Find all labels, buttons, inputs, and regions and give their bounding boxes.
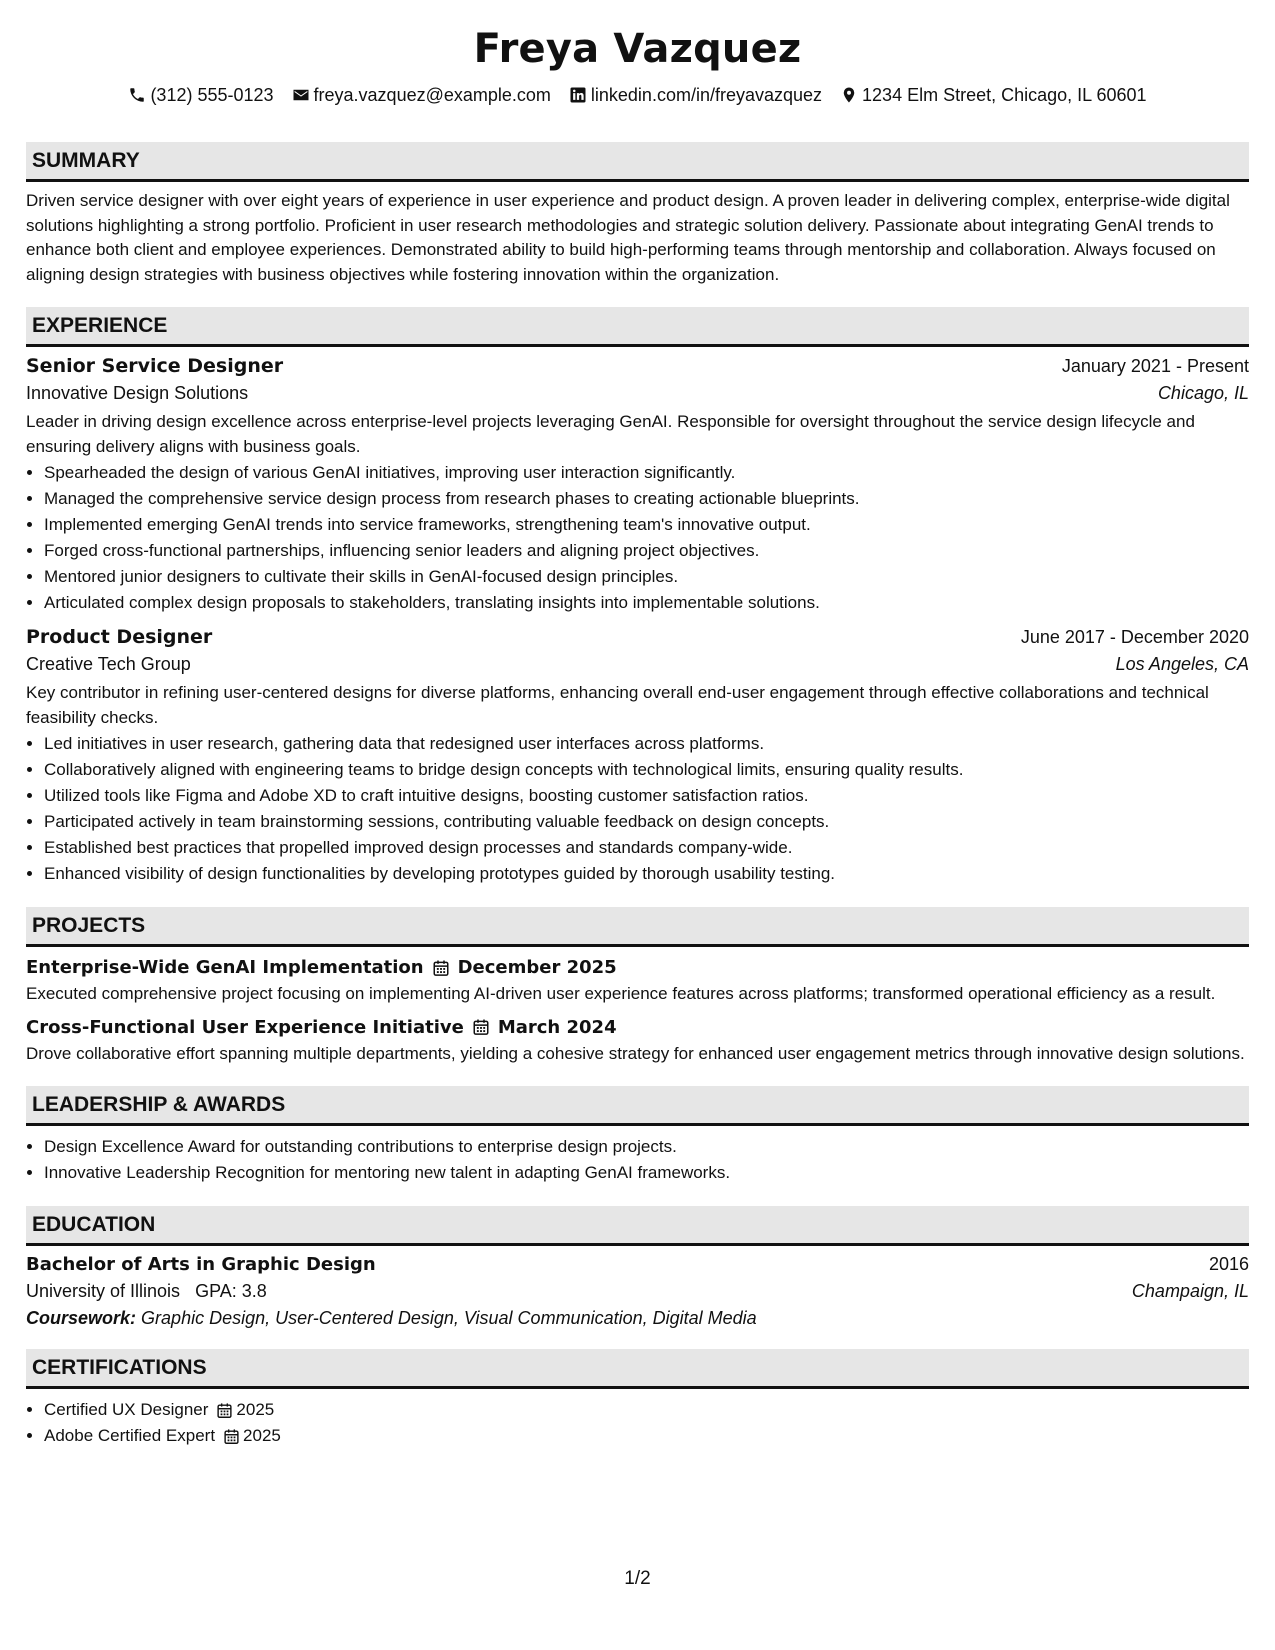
- summary-text: Driven service designer with over eight years of experience in user experience and product design. A proven leader in delivering complex, enterprise-wide digital solutions highlighting a strong portfolio. Proficient in user research methodologies and strategic solution delivery. Passionate about integrating GenAI trends to enhance both client and employee experiences. Demonstrated ability to build high-performing teams through mentorship and collaboration. Always focused on aligning design strategies with business objectives while fostering innovation within the organization.: [26, 191, 1230, 284]
- certification-name: • Adobe Certified Expert: [44, 1426, 216, 1445]
- project-description: Drove collaborative effort spanning multiple departments, yielding a cohesive strategy for enhanced user engagement metrics through innovative design solutions.: [26, 1043, 1245, 1063]
- section-heading-projects: PROJECTS: [26, 907, 1249, 947]
- calendar-icon: [472, 1018, 490, 1036]
- list-item: • Forged cross-functional partnerships, influencing senior leaders and aligning project objectives.: [44, 538, 1249, 564]
- project-entry: [26, 1017, 1249, 1067]
- job-bullets: [26, 731, 1249, 887]
- contact-linkedin[interactable]: linkedin.com/in/freyavazquez: [569, 85, 822, 106]
- job-description: Key contributor in refining user-centered designs for diverse platforms, enhancing overall end-user engagement through effective collaborations and technical feasibility checks.: [26, 683, 1209, 727]
- list-item: • Established best practices that propelled improved design processes and standards company-wide.: [44, 835, 1249, 861]
- contact-phone: (312) 555-0123: [128, 85, 273, 106]
- gpa: GPA: 3.8: [195, 1281, 267, 1301]
- job-company: Innovative Design Solutions: [26, 383, 249, 403]
- certification-year: 2025: [236, 1400, 275, 1419]
- coursework: [26, 1308, 1249, 1329]
- job-dates: June 2017 - December 2020: [1020, 627, 1249, 647]
- awards-list: [26, 1134, 1249, 1186]
- list-item: • Managed the comprehensive service design process from research phases to creating actionable blueprints.: [44, 486, 1249, 512]
- coursework-list: Graphic Design, User-Centered Design, Visual Communication, Digital Media: [141, 1308, 757, 1328]
- list-item: • Led initiatives in user research, gathering data that redesigned user interfaces across platforms.: [44, 731, 1249, 757]
- project-title: Enterprise-Wide GenAI Implementation: [26, 957, 424, 978]
- job-location: Chicago, IL: [1157, 383, 1249, 403]
- calendar-icon: [223, 1428, 240, 1445]
- list-item: • Participated actively in team brainstorming sessions, contributing valuable feedback on design concepts.: [44, 809, 1249, 835]
- calendar-icon: [216, 1402, 233, 1419]
- contact-address: 1234 Elm Street, Chicago, IL 60601: [840, 85, 1147, 106]
- education-entry: [26, 1254, 1249, 1329]
- list-item: • Design Excellence Award for outstanding contributions to enterprise design projects.: [44, 1134, 1249, 1160]
- certification-year: 2025: [243, 1426, 281, 1445]
- job-title: Product Designer: [26, 626, 213, 648]
- job-dates: January 2021 - Present: [1061, 356, 1249, 376]
- job-description: Leader in driving design excellence across enterprise-level projects leveraging GenAI. Responsible for oversight throughout the service design lifecycle and ensuring delivery aligns with business goals.: [26, 412, 1195, 456]
- project-title: Cross-Functional User Experience Initiative: [26, 1016, 464, 1038]
- project-date: March 2024: [497, 1016, 617, 1038]
- job-bullets: [26, 460, 1249, 616]
- phone-icon: [128, 86, 146, 104]
- job-location: Los Angeles, CA: [1115, 654, 1249, 674]
- list-item: [44, 1397, 1249, 1423]
- experience-entry: [26, 355, 1249, 616]
- list-item: • Innovative Leadership Recognition for mentoring new talent in adapting GenAI frameworks.: [44, 1160, 1249, 1186]
- section-heading-experience: EXPERIENCE: [26, 307, 1249, 347]
- project-entry: [26, 957, 1249, 1007]
- page-number: 1/2: [624, 1568, 651, 1589]
- section-heading-education: EDUCATION: [26, 1206, 1249, 1246]
- section-heading-summary: SUMMARY: [26, 142, 1249, 182]
- job-company: Creative Tech Group: [26, 654, 191, 674]
- section-heading-awards: LEADERSHIP & AWARDS: [26, 1086, 1249, 1126]
- certifications-list: [26, 1397, 1249, 1449]
- job-title: Senior Service Designer: [26, 355, 284, 377]
- school-location: Champaign, IL: [1131, 1281, 1249, 1301]
- experience-entry: [26, 626, 1249, 887]
- list-item: • Enhanced visibility of design functionalities by developing prototypes guided by thorough usability testing.: [44, 861, 1249, 887]
- coursework-label: Coursework:: [26, 1308, 137, 1328]
- project-description: Executed comprehensive project focusing on implementing AI-driven user experience features across platforms; transformed operational efficiency as a result.: [26, 984, 1216, 1003]
- list-item: • Implemented emerging GenAI trends into service frameworks, strengthening team's innovative output.: [44, 512, 1249, 538]
- project-date: December 2025: [457, 957, 617, 978]
- calendar-icon: [432, 959, 450, 977]
- graduation-year: 2016: [1208, 1254, 1249, 1274]
- list-item: [44, 1423, 1249, 1449]
- envelope-icon: [292, 86, 310, 104]
- contact-email[interactable]: freya.vazquez@example.com: [292, 85, 551, 106]
- list-item: • Utilized tools like Figma and Adobe XD to craft intuitive designs, boosting customer satisfaction ratios.: [44, 783, 1249, 809]
- linkedin-icon: [569, 86, 587, 104]
- map-pin-icon: [840, 86, 858, 104]
- list-item: • Spearheaded the design of various GenAI initiatives, improving user interaction significantly.: [44, 460, 1249, 486]
- certification-name: • Certified UX Designer: [44, 1400, 209, 1419]
- candidate-name: Freya Vazquez: [473, 26, 802, 72]
- list-item: • Articulated complex design proposals to stakeholders, translating insights into implementable solutions.: [44, 590, 1249, 616]
- section-heading-certifications: CERTIFICATIONS: [26, 1349, 1249, 1389]
- school-name: University of Illinois: [26, 1281, 181, 1301]
- list-item: • Mentored junior designers to cultivate their skills in GenAI-focused design principles.: [44, 564, 1249, 590]
- list-item: • Collaboratively aligned with engineering teams to bridge design concepts with technological limits, ensuring quality results.: [44, 757, 1249, 783]
- contact-bar: [26, 80, 1249, 110]
- degree-title: Bachelor of Arts in Graphic Design: [26, 1254, 376, 1275]
